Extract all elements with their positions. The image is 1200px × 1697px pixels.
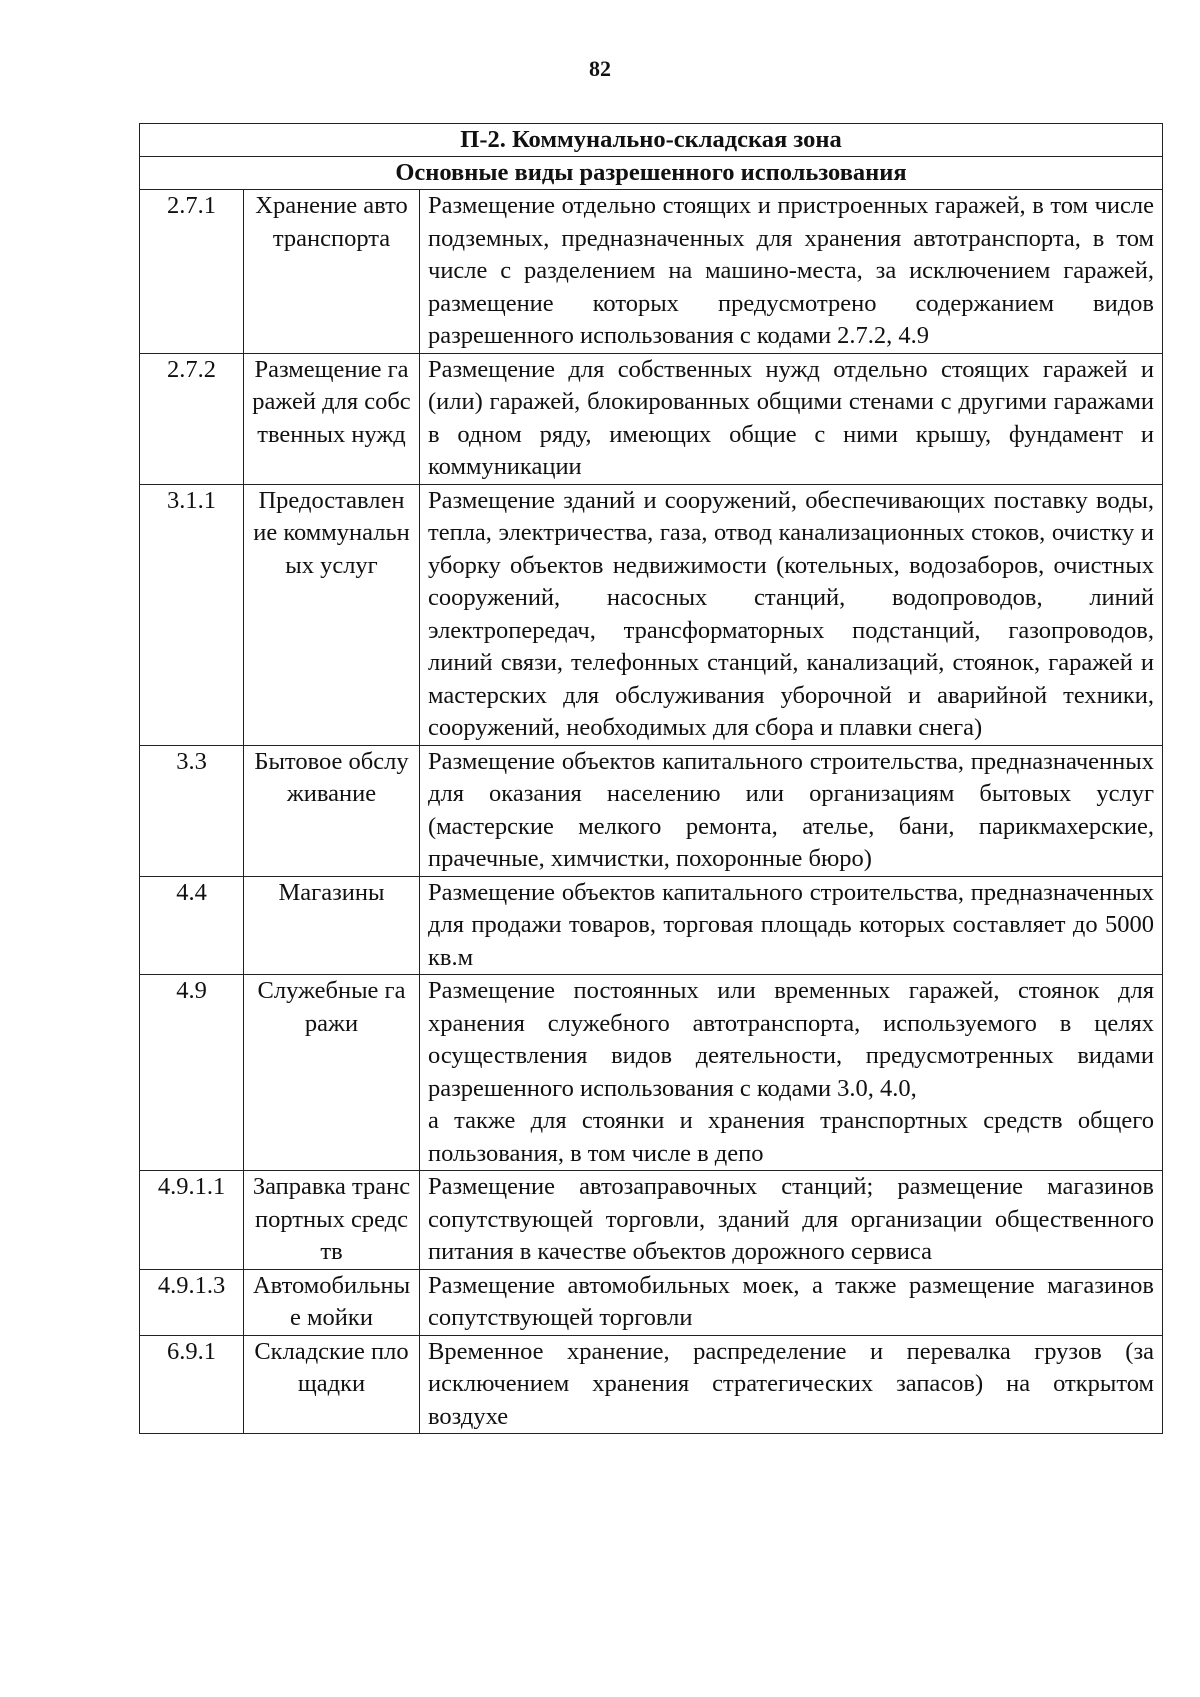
- use-name: Складские площадки: [244, 1335, 420, 1434]
- table-title-row: [140, 124, 1163, 157]
- table-row: [140, 484, 1163, 745]
- use-description: Размещение объектов капитального строительства, предназначенных для оказания населению или организациям бытовых услуг (мастерские мелкого ремонта, ателье, бани, парикмахерские, прачечные, химчистки, похоронные бюро): [420, 745, 1163, 876]
- use-code: 4.9.1.3: [140, 1269, 244, 1335]
- use-name: Заправка транспортных средств: [244, 1171, 420, 1270]
- use-description: Временное хранение, распределение и перевалка грузов (за исключением хранения стратегических запасов) на открытом воздухе: [420, 1335, 1163, 1434]
- use-code: 4.4: [140, 876, 244, 975]
- page-number: 82: [589, 56, 611, 81]
- table-subtitle-row: [140, 157, 1163, 190]
- table-row: [140, 353, 1163, 484]
- use-description: Размещение зданий и сооружений, обеспечивающих поставку воды, тепла, электричества, газа, отвод канализационных стоков, очистку и уборку объектов недвижимости (котельных, водозаборов, очистных сооружений, насосных станций, водопроводов, линий электропередач, трансформаторных подстанций, газопроводов, линий связи, телефонных станций, канализаций, стоянок, гаражей и мастерских для обслуживания уборочной и аварийной техники, сооружений, необходимых для сбора и плавки снега): [420, 484, 1163, 745]
- use-description-extra: а также для стоянки и хранения транспортных средств общего пользования, в том числе в депо: [428, 1107, 1154, 1167]
- use-description: Размещение для собственных нужд отдельно стоящих гаражей и (или) гаражей, блокированных общими стенами с другими гаражами в одном ряду, имеющих общие с ними крышу, фундамент и коммуникации: [420, 353, 1163, 484]
- table-row: [140, 190, 1163, 354]
- table-subtitle: Основные виды разрешенного использования: [140, 157, 1163, 190]
- use-code: 2.7.1: [140, 190, 244, 354]
- table-row: [140, 1269, 1163, 1335]
- use-code: 3.1.1: [140, 484, 244, 745]
- use-name: Магазины: [244, 876, 420, 975]
- use-description: Размещение постоянных или временных гаражей, стоянок для хранения служебного автотранспорта, используемого в целях осуществления видов деятельности, предусмотренных видами разрешенного использования с кодами 3.0, 4.0,: [428, 977, 1154, 1102]
- use-description-cell: [420, 975, 1163, 1171]
- zone-table: [139, 123, 1163, 1434]
- use-code: 2.7.2: [140, 353, 244, 484]
- use-name: Предоставление коммунальных услуг: [244, 484, 420, 745]
- use-code: 4.9: [140, 975, 244, 1171]
- use-description: Размещение автомобильных моек, а также размещение магазинов сопутствующей торговли: [420, 1269, 1163, 1335]
- table-row: [140, 876, 1163, 975]
- use-description: Размещение объектов капитального строительства, предназначенных для продажи товаров, торговая площадь которых составляет до 5000 кв.м: [420, 876, 1163, 975]
- use-name: Служебные гаражи: [244, 975, 420, 1171]
- use-name: Бытовое обслуживание: [244, 745, 420, 876]
- use-name: Размещение гаражей для собственных нужд: [244, 353, 420, 484]
- use-description: Размещение отдельно стоящих и пристроенных гаражей, в том числе подземных, предназначенных для хранения автотранспорта, в том числе с разделением на машино-места, за исключением гаражей, размещение которых предусмотрено содержанием видов разрешенного использования с кодами 2.7.2, 4.9: [420, 190, 1163, 354]
- table-row: [140, 1335, 1163, 1434]
- use-code: 3.3: [140, 745, 244, 876]
- table-title: П-2. Коммунально-складская зона: [140, 124, 1163, 157]
- use-name: Автомобильные мойки: [244, 1269, 420, 1335]
- table-row: [140, 745, 1163, 876]
- table-row: [140, 975, 1163, 1171]
- table-row: [140, 1171, 1163, 1270]
- use-code: 6.9.1: [140, 1335, 244, 1434]
- use-description: Размещение автозаправочных станций; размещение магазинов сопутствующей торговли, зданий для организации общественного питания в качестве объектов дорожного сервиса: [420, 1171, 1163, 1270]
- use-name: Хранение автотранспорта: [244, 190, 420, 354]
- use-code: 4.9.1.1: [140, 1171, 244, 1270]
